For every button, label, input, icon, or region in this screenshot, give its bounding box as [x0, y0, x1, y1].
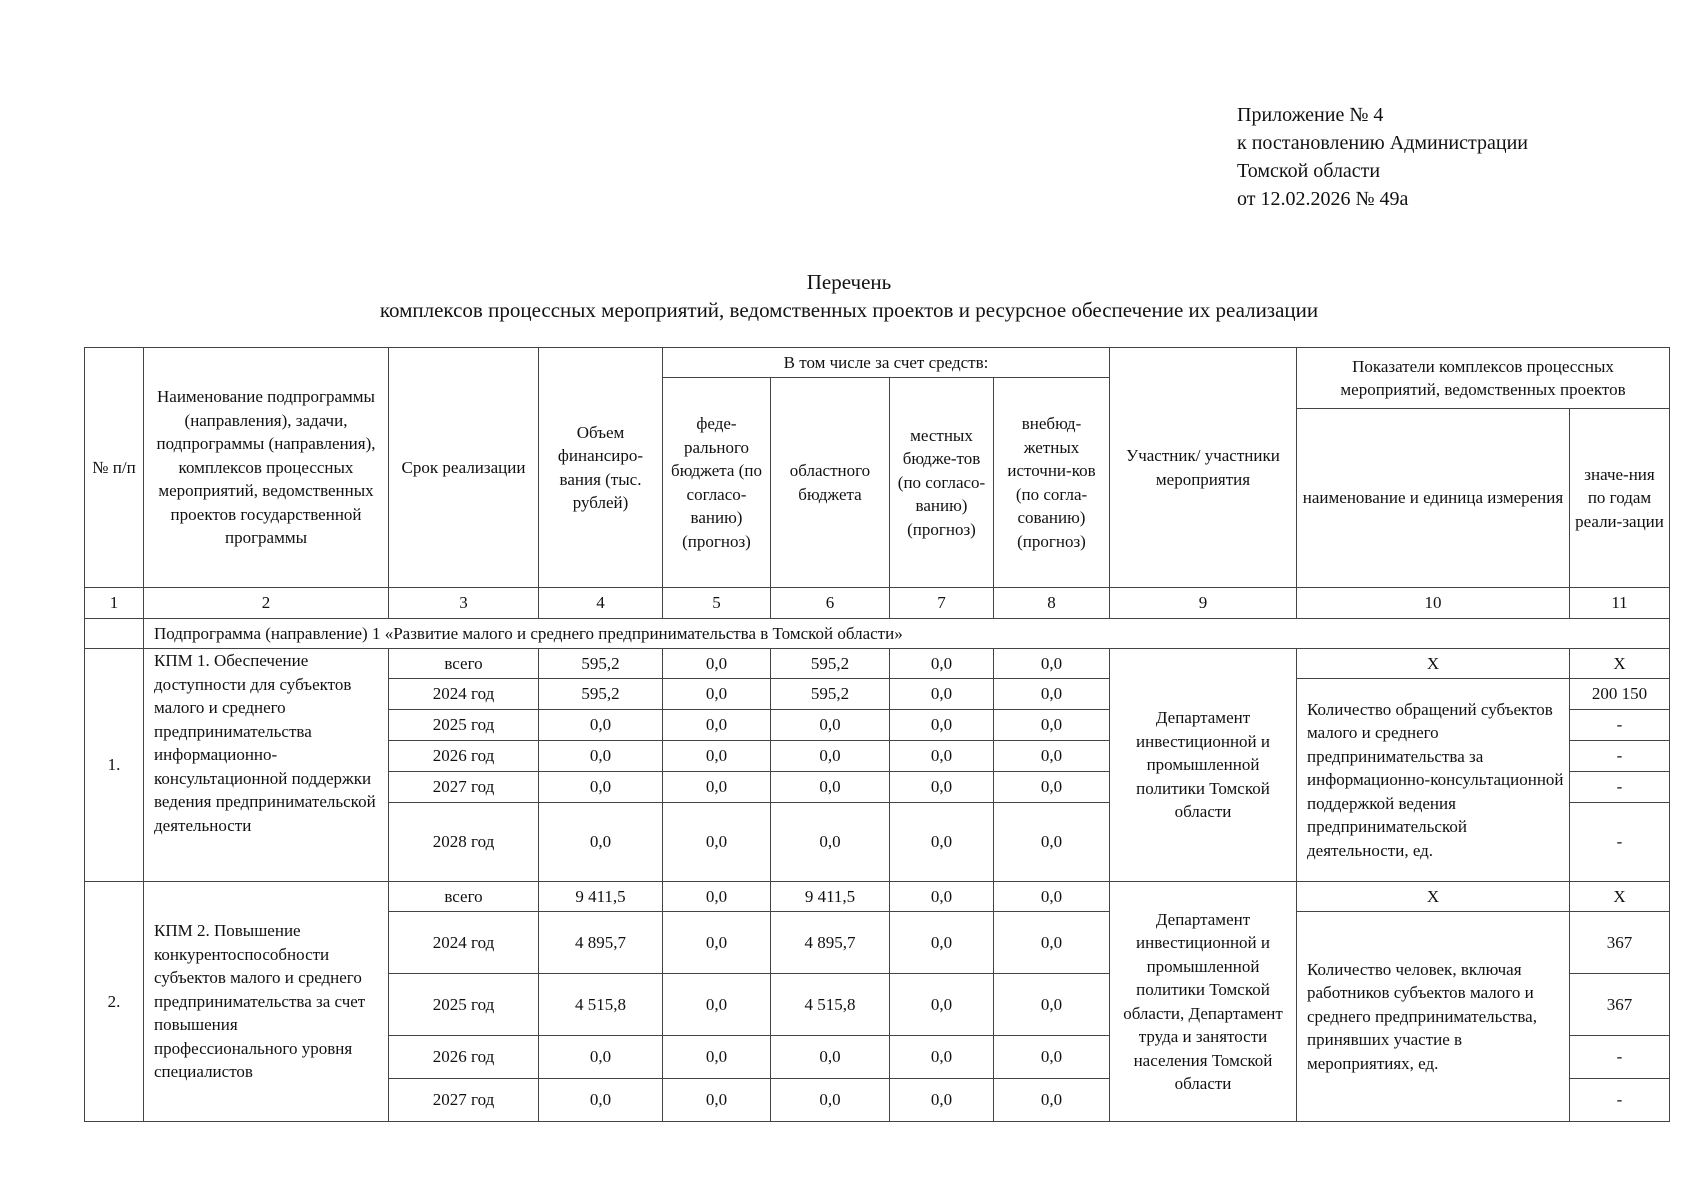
subprogram-title: Подпрограмма (направление) 1 «Развитие малого и среднего предпринимательства в Томской области» [144, 619, 1670, 649]
col-number: 1 [85, 588, 144, 619]
row-federal: 0,0 [663, 679, 771, 710]
group-name: КПМ 1. Обеспечение доступности для субъектов малого и среднего предпринимательства информационно-консультационной поддержки ведения предпринимательской деятельности [144, 649, 389, 882]
row-term: 2027 год [389, 772, 539, 803]
row-federal: 0,0 [663, 710, 771, 741]
row-volume: 0,0 [539, 741, 663, 772]
indicator-value: - [1570, 803, 1670, 882]
header-volume: Объем финансиро-вания (тыс. рублей) [539, 348, 663, 588]
indicator-name: Количество человек, включая работников субъектов малого и среднего предпринимательства, принявших участие в мероприятиях, ед. [1297, 912, 1570, 1122]
row-regional: 595,2 [771, 679, 890, 710]
row-volume: 4 515,8 [539, 974, 663, 1036]
row-regional: 0,0 [771, 772, 890, 803]
row-regional: 4 515,8 [771, 974, 890, 1036]
row-extra: 0,0 [994, 803, 1110, 882]
header-extrabudget: внебюд-жетных источни-ков (по согла-сованию) (прогноз) [994, 378, 1110, 588]
row-extra: 0,0 [994, 679, 1110, 710]
row-local: 0,0 [890, 803, 994, 882]
row-volume: 0,0 [539, 1079, 663, 1122]
row-extra: 0,0 [994, 1079, 1110, 1122]
indicator-total: X [1297, 882, 1570, 912]
row-local: 0,0 [890, 912, 994, 974]
row-term: 2024 год [389, 679, 539, 710]
header-indicator-name: наименование и единица измерения [1297, 409, 1570, 588]
row-regional: 0,0 [771, 741, 890, 772]
header-name: Наименование подпрограммы (направления), задачи, подпрограммы (направления), комплексов процессных мероприятий, ведомственных проектов государственной программы [144, 348, 389, 588]
row-extra: 0,0 [994, 1036, 1110, 1079]
row-extra: 0,0 [994, 882, 1110, 912]
col-number: 5 [663, 588, 771, 619]
row-local: 0,0 [890, 710, 994, 741]
row-local: 0,0 [890, 741, 994, 772]
row-term: 2026 год [389, 1036, 539, 1079]
appendix-line: от 12.02.2026 № 49а [1237, 188, 1409, 210]
subprogram-num-cell [85, 619, 144, 649]
header-num: № п/п [85, 348, 144, 588]
row-volume: 595,2 [539, 679, 663, 710]
row-term: 2025 год [389, 710, 539, 741]
row-local: 0,0 [890, 1079, 994, 1122]
row-volume: 0,0 [539, 1036, 663, 1079]
group-num: 1. [85, 649, 144, 882]
row-term: всего [389, 882, 539, 912]
indicator-value: 367 [1570, 912, 1670, 974]
indicator-value: - [1570, 772, 1670, 803]
row-federal: 0,0 [663, 803, 771, 882]
col-number: 4 [539, 588, 663, 619]
row-federal: 0,0 [663, 772, 771, 803]
row-volume: 0,0 [539, 710, 663, 741]
group-name: КПМ 2. Повышение конкурентоспособности субъектов малого и среднего предпринимательства за счет повышения профессионального уровня специалистов [144, 882, 389, 1122]
row-federal: 0,0 [663, 649, 771, 679]
header-regional: областного бюджета [771, 378, 890, 588]
row-regional: 0,0 [771, 1036, 890, 1079]
row-regional: 0,0 [771, 803, 890, 882]
row-extra: 0,0 [994, 649, 1110, 679]
col-number: 2 [144, 588, 389, 619]
row-extra: 0,0 [994, 912, 1110, 974]
row-extra: 0,0 [994, 741, 1110, 772]
col-number: 3 [389, 588, 539, 619]
group-participant: Департамент инвестиционной и промышленной политики Томской области, Департамент труда и занятости населения Томской области [1110, 882, 1297, 1122]
row-volume: 4 895,7 [539, 912, 663, 974]
document-title [0, 268, 1698, 324]
indicator-value: 200 150 [1570, 679, 1670, 710]
col-number: 9 [1110, 588, 1297, 619]
indicator-value: 367 [1570, 974, 1670, 1036]
row-volume: 595,2 [539, 649, 663, 679]
indicator-value: X [1570, 649, 1670, 679]
row-local: 0,0 [890, 772, 994, 803]
row-term: 2025 год [389, 974, 539, 1036]
row-volume: 0,0 [539, 772, 663, 803]
header-participant: Участник/ участники мероприятия [1110, 348, 1297, 588]
row-term: всего [389, 649, 539, 679]
row-regional: 0,0 [771, 710, 890, 741]
header-indicators: Показатели комплексов процессных мероприятий, ведомственных проектов [1297, 348, 1670, 409]
col-number: 10 [1297, 588, 1570, 619]
row-federal: 0,0 [663, 882, 771, 912]
indicator-value: X [1570, 882, 1670, 912]
program-table [84, 347, 1670, 1122]
indicator-total: X [1297, 649, 1570, 679]
indicator-value: - [1570, 1079, 1670, 1122]
indicator-value: - [1570, 1036, 1670, 1079]
row-volume: 0,0 [539, 803, 663, 882]
col-number: 7 [890, 588, 994, 619]
row-federal: 0,0 [663, 1036, 771, 1079]
indicator-value: - [1570, 710, 1670, 741]
header-federal: феде-рального бюджета (по согласо-ванию) (прогноз) [663, 378, 771, 588]
appendix-line: к постановлению Администрации [1237, 132, 1528, 154]
row-term: 2024 год [389, 912, 539, 974]
group-participant: Департамент инвестиционной и промышленной политики Томской области [1110, 649, 1297, 882]
row-extra: 0,0 [994, 772, 1110, 803]
row-extra: 0,0 [994, 710, 1110, 741]
col-number: 6 [771, 588, 890, 619]
col-number: 11 [1570, 588, 1670, 619]
row-term: 2027 год [389, 1079, 539, 1122]
row-federal: 0,0 [663, 741, 771, 772]
appendix-header [1237, 101, 1528, 213]
group-num: 2. [85, 882, 144, 1122]
row-term: 2028 год [389, 803, 539, 882]
row-federal: 0,0 [663, 1079, 771, 1122]
row-local: 0,0 [890, 649, 994, 679]
header-indicator-values: значе-ния по годам реали-зации [1570, 409, 1670, 588]
row-federal: 0,0 [663, 912, 771, 974]
row-local: 0,0 [890, 974, 994, 1036]
title-line: Перечень [806, 270, 892, 294]
appendix-line: Томской области [1237, 160, 1381, 182]
indicator-name: Количество обращений субъектов малого и среднего предпринимательства за информационно-консультационной поддержкой ведения предпринимательской деятельности, ед. [1297, 679, 1570, 882]
row-local: 0,0 [890, 1036, 994, 1079]
row-term: 2026 год [389, 741, 539, 772]
row-volume: 9 411,5 [539, 882, 663, 912]
row-extra: 0,0 [994, 974, 1110, 1036]
indicator-value: - [1570, 741, 1670, 772]
header-term: Срок реализации [389, 348, 539, 588]
header-local: местных бюдже-тов (по согласо-ванию) (прогноз) [890, 378, 994, 588]
row-regional: 0,0 [771, 1079, 890, 1122]
header-including: В том числе за счет средств: [663, 348, 1110, 378]
appendix-line: Приложение № 4 [1237, 104, 1384, 126]
row-regional: 4 895,7 [771, 912, 890, 974]
col-number: 8 [994, 588, 1110, 619]
row-federal: 0,0 [663, 974, 771, 1036]
title-line: комплексов процессных мероприятий, ведомственных проектов и ресурсное обеспечение их реализации [379, 298, 1319, 322]
row-local: 0,0 [890, 679, 994, 710]
row-regional: 9 411,5 [771, 882, 890, 912]
row-local: 0,0 [890, 882, 994, 912]
row-regional: 595,2 [771, 649, 890, 679]
